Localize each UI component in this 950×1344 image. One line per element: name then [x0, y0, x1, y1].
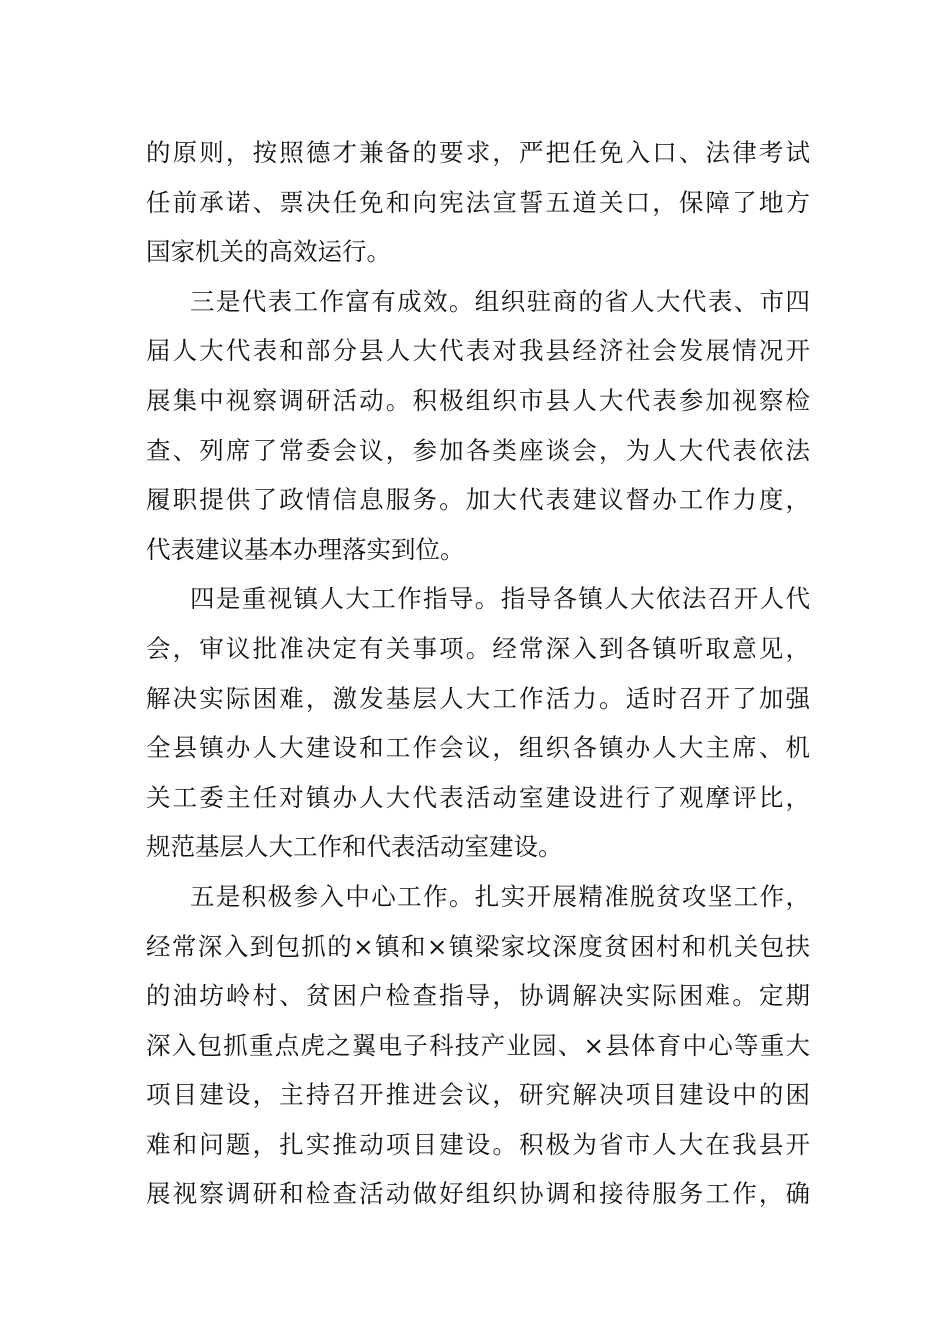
text-line: 难和问题，扎实推动项目建设。积极为省市人大在我县开	[146, 1129, 810, 1159]
text-line: 展集中视察调研活动。积极组织市县人大代表参加视察检	[146, 385, 810, 415]
text-line: 解决实际困难，激发基层人大工作活力。适时召开了加强	[146, 683, 810, 713]
text-line: 任前承诺、票决任免和向宪法宣誓五道关口，保障了地方	[146, 187, 810, 217]
body-text	[146, 128, 810, 1219]
text-line: 的油坊岭村、贫困户检查指导，协调解决实际困难。定期	[146, 981, 810, 1011]
text-line: 关工委主任对镇办人大代表活动室建设进行了观摩评比，	[146, 782, 810, 812]
text-line: 四是重视镇人大工作指导。指导各镇人大依法召开人代	[190, 584, 810, 614]
text-line: 代表建议基本办理落实到位。	[146, 534, 465, 564]
text-line: 项目建设，主持召开推进会议，研究解决项目建设中的困	[146, 1080, 810, 1110]
text-line: 届人大代表和部分县人大代表对我县经济社会发展情况开	[146, 336, 810, 366]
text-line: 履职提供了政情信息服务。加大代表建议督办工作力度，	[146, 485, 810, 515]
text-line: 全县镇办人大建设和工作会议，组织各镇办人大主席、机	[146, 733, 810, 763]
text-line: 规范基层人大工作和代表活动室建设。	[146, 832, 563, 862]
text-line: 经常深入到包抓的×镇和×镇梁家坟深度贫困村和机关包扶	[146, 931, 810, 961]
text-line: 的原则，按照德才兼备的要求，严把任免入口、法律考试	[146, 138, 810, 167]
text-line: 国家机关的高效运行。	[146, 237, 391, 267]
text-line: 展视察调研和检查活动做好组织协调和接待服务工作，确	[146, 1179, 810, 1209]
text-line: 查、列席了常委会议，参加各类座谈会，为人大代表依法	[146, 435, 810, 465]
text-line: 会，审议批准决定有关事项。经常深入到各镇听取意见，	[146, 633, 810, 663]
text-line: 三是代表工作富有成效。组织驻商的省人大代表、市四	[190, 286, 810, 316]
text-line: 深入包抓重点虎之翼电子科技产业园、×县体育中心等重大	[146, 1030, 810, 1060]
text-line: 五是积极参入中心工作。扎实开展精准脱贫攻坚工作，	[190, 881, 810, 911]
